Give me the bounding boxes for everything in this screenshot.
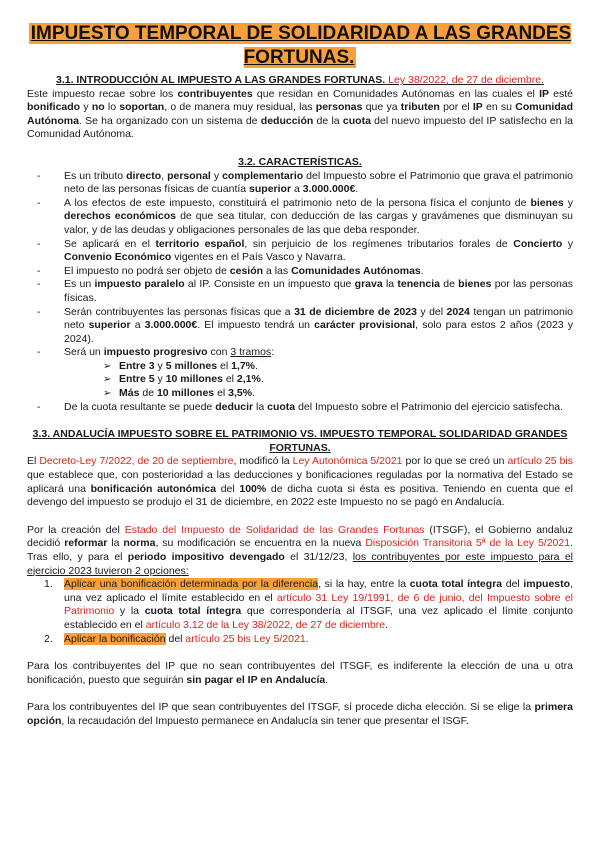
list-item: - Es un impuesto paralelo al IP. Consiste en un impuesto que grava la tenencia de bienes por las personas físicas.	[27, 278, 573, 305]
section-3-2-heading: 3.2. CARACTERÍSTICAS.	[238, 155, 362, 168]
list-item: - De la cuota resultante se puede deducir la cuota del Impuesto sobre el Patrimonio del ejercicio satisfecha.	[27, 401, 573, 415]
section-3-1-paragraph: Este impuesto recae sobre los contribuyentes que residan en Comunidades Autónomas en las cuales el IP esté bonificado y no lo soportan, o de manera muy residual, las personas que ya tributen por el IP en su Comunidad Autónoma. Se ha organizado con un sistema de deducción de la cuota del nuevo impuesto del IP satisfecho en la Comunidad Autónoma.	[27, 87, 574, 141]
option-item: 1. Aplicar una bonificación determinada por la diferencia, si la hay, entre la cuota total íntegra del impuesto, una vez aplicado el límite establecido en el artículo 31 Ley 19/1991, de 6 de junio, del Impuesto sobre el Patrimonio y la cuota total íntegra que correspondería al ITSGF, una vez aplicado el límite conjunto establecido en el artículo 3.12 de la Ley 38/2022, de 27 de diciembre.	[44, 578, 573, 631]
characteristics-list	[27, 170, 573, 415]
section-3-3-paragraph-3: Para los contribuyentes del IP que no sean contribuyentes del ITSGF, es indiferente la elección de una u otra bonificación, puesto que seguirán sin pagar el IP en Andalucía.	[27, 660, 573, 686]
tramo-item: ➢ Más de 10 millones el 3,5%.	[103, 387, 573, 401]
tramos-list	[64, 360, 573, 401]
list-item: - El impuesto no podrá ser objeto de cesión a las Comunidades Autónomas.	[27, 265, 573, 279]
option-item: 2. Aplicar la bonificación del artículo 25 bis Ley 5/2021.	[44, 632, 309, 645]
tramo-item: ➢ Entre 3 y 5 millones el 1,7%.	[103, 360, 573, 374]
document-title: IMPUESTO TEMPORAL DE SOLIDARIDAD A LAS GRANDES FORTUNAS.	[30, 23, 572, 68]
section-3-3-paragraph-4: Para los contribuyentes del IP que sean contribuyentes del ITSGF, sí procede dicha elección. Si se elige la primera opción, la recaudación del Impuesto permanece en Andalucía sin tener que presentar el ISGF.	[27, 701, 573, 727]
options-list	[27, 578, 573, 646]
section-3-3-heading: 3.3. ANDALUCÍA IMPUESTO SOBRE EL PATRIMONIO VS. IMPUESTO TEMPORAL SOLIDARIDAD GRANDES FORTUNAS.	[32, 428, 568, 454]
list-item: - Serán contribuyentes las personas físicas que a 31 de diciembre de 2023 y del 2024 tengan un patrimonio neto superior a 3.000.000€. El impuesto tendrá un carácter provisional, solo para estos 2 años (2023 y 2024).	[27, 306, 573, 347]
tramo-item: ➢ Entre 5 y 10 millones el 2,1%.	[103, 373, 573, 387]
list-item: - Es un tributo directo, personal y complementario del Impuesto sobre el Patrimonio que grava el patrimonio neto de las personas físicas de cuantía superior a 3.000.000€.	[27, 170, 573, 197]
list-item: - A los efectos de este impuesto, constituirá el patrimonio neto de la persona física el conjunto de bienes y derechos económicos de que sea titular, con deducción de las cargas y gravámenes que disminuyan su valor, y de las deudas y obligaciones personales de las que deba responder.	[27, 197, 573, 238]
section-3-3-paragraph-1: El Decreto-Ley 7/2022, de 20 de septiembre, modificó la Ley Autonómica 5/2021 por lo que se creó un artículo 25 bis que establece que, con posterioridad a las deducciones y bonificaciones reguladas por la normativa del Estado se aplicará una bonificación autonómica del 100% de dicha cuota si ésta es positiva. Teniendo en cuenta que el devengo del impuesto se produjo el 31 de diciembre, en 2022 este Impuesto no se pagó en Andalucía.	[27, 455, 573, 509]
section-3-1-heading: 3.1. INTRODUCCIÓN AL IMPUESTO A LAS GRANDES FORTUNAS. Ley 38/2022, de 27 de diciembre.	[56, 74, 544, 86]
list-item: - Será un impuesto progresivo con 3 tramos: ➢ Entre 3 y 5 millones el 1,7%. ➢ Entre 5 y 10 millones el 2,1%. ➢ Más de 10 millones el 3,5%.	[27, 346, 573, 400]
list-item: - Se aplicará en el territorio español, sin perjuicio de los regímenes tributarios forales de Concierto y Convenio Económico vigentes en el País Vasco y Navarra.	[27, 238, 573, 265]
section-3-3-paragraph-2: Por la creación del Estado del Impuesto de Solidaridad de las Grandes Fortunas (ITSGF), el Gobierno andaluz decidió reformar la norma, su modificación se encuentra en la nueva Disposición Transitoria 5ª de la Ley 5/2021. Tras ello, y para el periodo impositivo devengado el 31/12/23, los contribuyentes por este impuesto para el ejercicio 2023 tuvieron 2 opciones:	[27, 523, 573, 577]
